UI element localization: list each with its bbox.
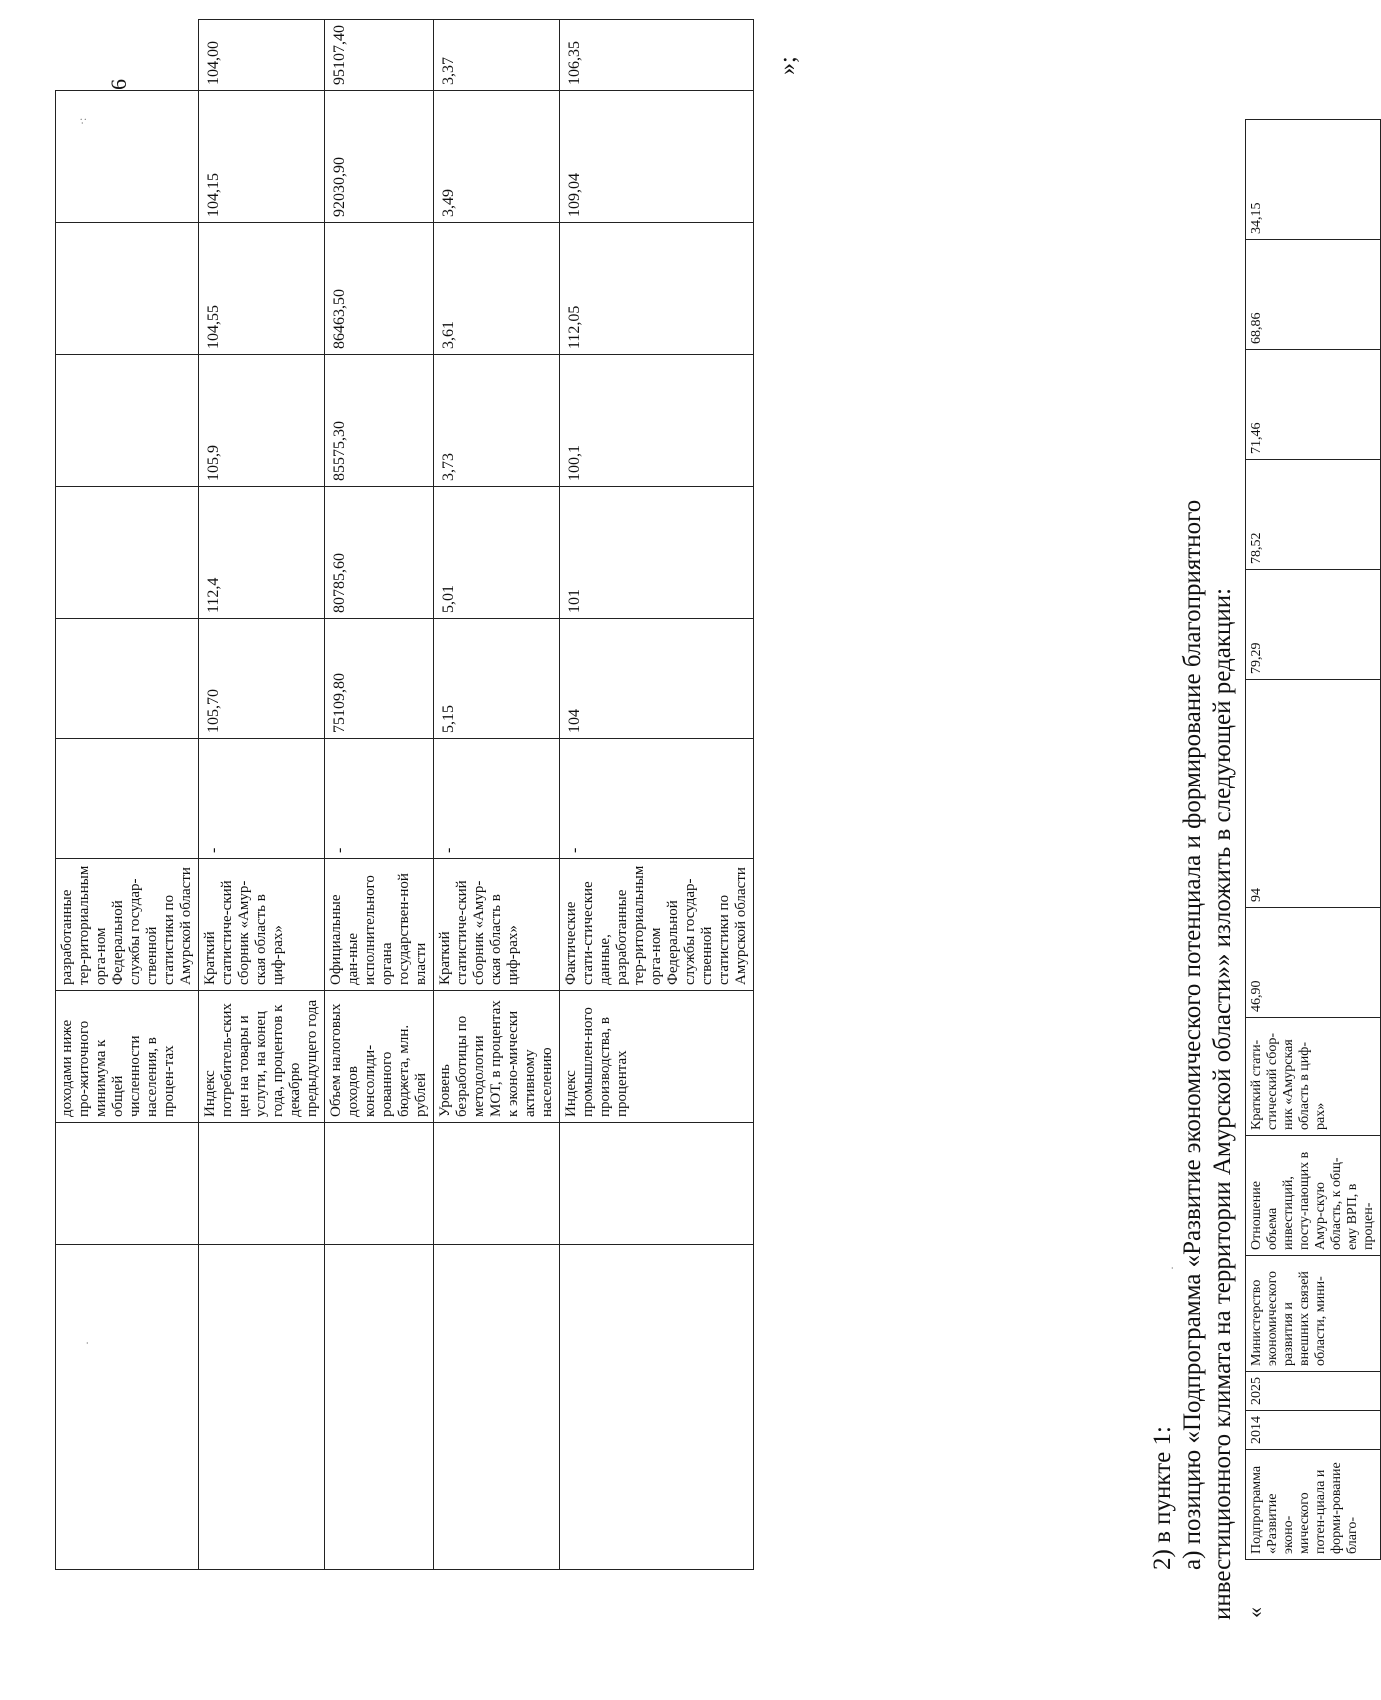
source-cell: Официальные дан-ные исполнительного органа государствен-ной власти	[325, 859, 434, 991]
value-cell	[56, 619, 199, 739]
value-cell: 105,9	[199, 355, 325, 487]
source-cell: Краткий статистиче-ский сборник «Амур-ская область в циф-рах»	[199, 859, 325, 991]
value-cell: 34,15	[1246, 120, 1381, 240]
value-cell: 71,46	[1246, 350, 1381, 460]
indicator-cell: доходами ниже про-житочного минимума к общей численности населения, в процен-тах	[56, 991, 199, 1123]
value-cell: 75109,80	[325, 619, 434, 739]
value-cell: 78,52	[1246, 460, 1381, 570]
value-cell: 46,90	[1246, 908, 1381, 1018]
scan-speck: ·	[1165, 1266, 1179, 1270]
table-row	[1246, 120, 1381, 1560]
value-cell: 3,37	[434, 20, 560, 91]
table-row	[560, 20, 754, 1570]
table-row	[325, 20, 434, 1570]
value-cell: 105,70	[199, 619, 325, 739]
value-cell: 104,15	[199, 91, 325, 223]
table-row	[56, 20, 199, 1570]
table-row	[434, 20, 560, 1570]
page-number: 6	[106, 79, 131, 90]
value-cell: 104	[560, 619, 754, 739]
scan-speck: ·	[80, 1341, 94, 1345]
amendment-subitem: а) позицию «Подпрограмма «Развитие экономического потенциала и формирование благоприятного	[1179, 499, 1206, 1570]
empty-cell	[560, 1245, 754, 1570]
start-year-cell: 2014	[1246, 1411, 1381, 1450]
empty-cell	[434, 1123, 560, 1245]
value-cell: 3,73	[434, 355, 560, 487]
value-cell: 106,35	[560, 20, 754, 91]
value-cell: 112,05	[560, 223, 754, 355]
value-cell: 101	[560, 487, 754, 619]
base-cell: -	[199, 739, 325, 859]
indicator-cell: Уровень безработицы по методологии МОТ, в процентах к эконо-мически активному населению	[434, 991, 560, 1123]
value-cell: 92030,90	[325, 91, 434, 223]
base-cell: -	[434, 739, 560, 859]
value-cell: 94	[1246, 680, 1381, 908]
empty-cell	[56, 1123, 199, 1245]
closing-quote: »;	[775, 56, 801, 75]
value-cell	[56, 223, 199, 355]
scan-speck: ·:	[75, 117, 89, 125]
end-year-cell: 2025	[1246, 1372, 1381, 1411]
empty-cell	[199, 1245, 325, 1570]
empty-cell	[560, 1123, 754, 1245]
indicator-cell: Индекс промышлен-ного производства, в процентах	[560, 991, 754, 1123]
value-cell: 100,1	[560, 355, 754, 487]
executor-cell: Министерство экономического развития и внешних связей области, мини-	[1246, 1256, 1381, 1372]
program-cell: Подпрограмма «Развитие эконо-мического потен-циала и форми-рование благо-	[1246, 1450, 1381, 1560]
value-cell: 109,04	[560, 91, 754, 223]
base-cell: -	[560, 739, 754, 859]
empty-cell	[325, 1123, 434, 1245]
indicator-cell: Индекс потребитель-ских цен на товары и услуги, на конец года, процентов к декабрю предыдущего года	[199, 991, 325, 1123]
value-cell: 104,55	[199, 223, 325, 355]
value-cell	[56, 355, 199, 487]
empty-cell	[56, 1245, 199, 1570]
value-cell: 86463,50	[325, 223, 434, 355]
value-cell	[56, 487, 199, 619]
table-row	[199, 20, 325, 1570]
value-cell: 95107,40	[325, 20, 434, 91]
source-cell: разработанные тер-риториальным орга-ном Федеральной службы государ-ственной статистики по Амурской области	[56, 859, 199, 991]
indicators-table	[55, 19, 754, 1570]
empty-cell	[434, 1245, 560, 1570]
amendment-item: 2) в пункте 1:	[1149, 1426, 1176, 1570]
amendment-subitem-cont: инвестиционного климата на территории Амурской области»» изложить в следующей редакции:	[1209, 587, 1236, 1620]
value-cell: 104,00	[199, 20, 325, 91]
base-cell	[56, 739, 199, 859]
empty-cell	[199, 1123, 325, 1245]
empty-cell	[325, 1245, 434, 1570]
value-cell: 5,01	[434, 487, 560, 619]
value-cell	[56, 91, 199, 223]
value-cell: 79,29	[1246, 570, 1381, 680]
value-cell: 68,86	[1246, 240, 1381, 350]
value-cell: 3,61	[434, 223, 560, 355]
value-cell: 3,49	[434, 91, 560, 223]
source-cell: Краткий статистиче-ский сборник «Амур-ская область в циф-рах»	[434, 859, 560, 991]
source-cell: Краткий стати-стический сбор-ник «Амурская область в циф-рах»	[1246, 1018, 1381, 1136]
source-cell: Фактические стати-стические данные, разработанные тер-риториальным орга-ном Федеральной службы государ-ственной статистики по Амурской области	[560, 859, 754, 991]
open-quote: «	[1242, 1607, 1267, 1618]
value-cell: 85575,30	[325, 355, 434, 487]
value-cell: 5,15	[434, 619, 560, 739]
value-cell: 80785,60	[325, 487, 434, 619]
indicator-cell: Объем налоговых доходов консолиди-рованного бюджета, млн. рублей	[325, 991, 434, 1123]
indicator-cell: Отношение объема инвестиций, посту-пающих в Амур-скую область, к общ-ему ВРП, в процен-	[1246, 1136, 1381, 1256]
value-cell: 112,4	[199, 487, 325, 619]
subprogram-table	[1245, 119, 1381, 1560]
base-cell: -	[325, 739, 434, 859]
